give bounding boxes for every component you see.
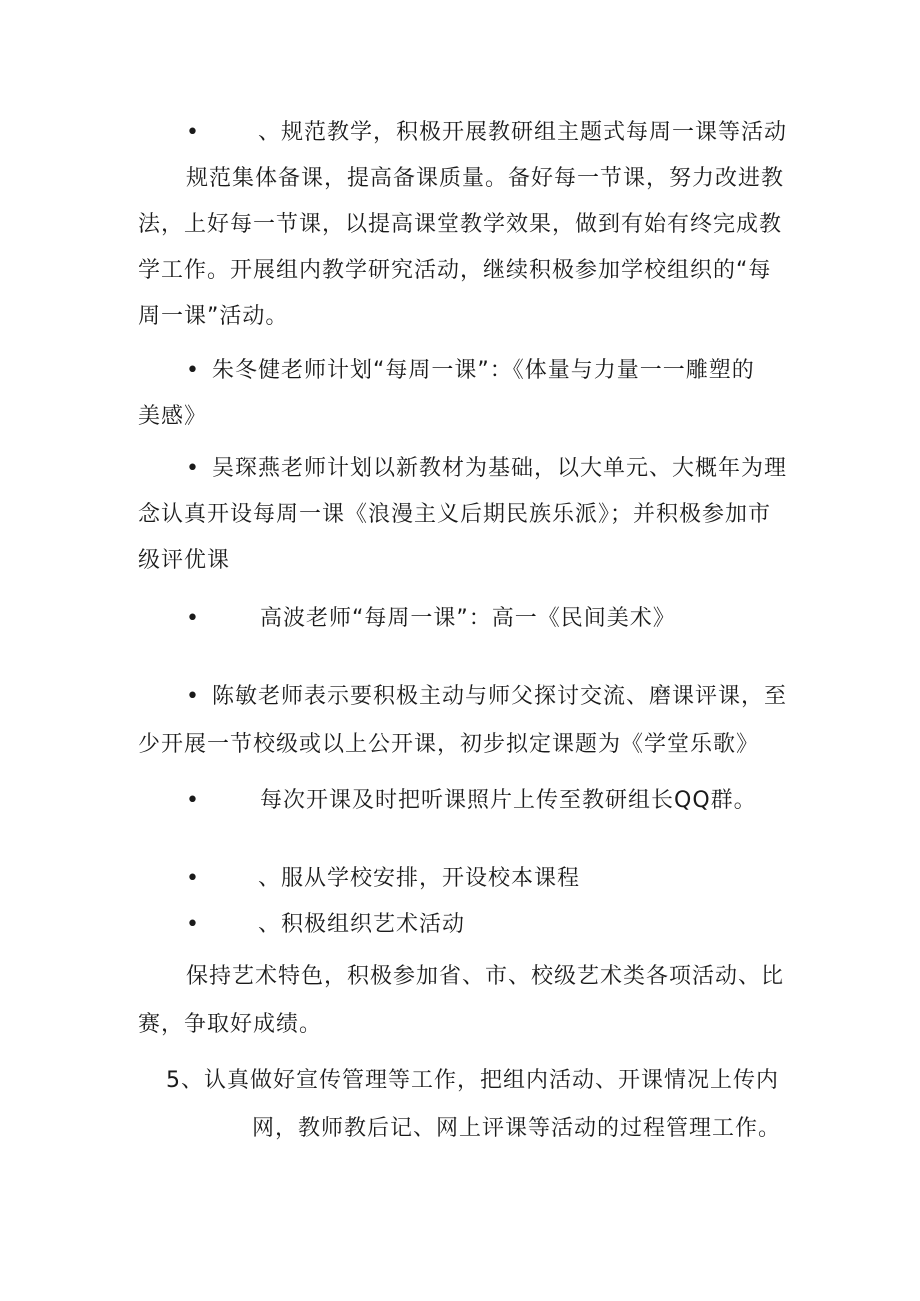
plan-chen-line-1: 陈敏老师表示要积极主动与师父探讨交流、磨课评课，至 [212,684,788,709]
bullet: • [186,606,199,631]
plan-chen-line-2: 少开展一节校级或以上公开课，初步拟定课题为《学堂乐歌》 [138,732,760,757]
section3-para-line-1: 保持艺术特色，积极参加省、市、校级艺术类各项活动、比 [186,964,785,989]
plan-wu-line-3: 级评优课 [138,548,231,573]
plan-upload: 每次开课及时把听课照片上传至教研组长QQ群。 [260,788,757,813]
bullet: • [186,788,199,813]
bullet: • [186,120,199,145]
plan-gao: 高波老师“每周一课”：高一《民间美术》 [260,606,676,631]
plan-zhu-line-2: 美感》 [138,404,208,429]
section5-line-1: 5、认真做好宣传管理等工作，把组内活动、开课情况上传内 [166,1068,779,1093]
section1-heading: 、规范教学，积极开展教研组主题式每周一课等活动 [258,120,788,145]
section1-para-line-4: 周一课”活动。 [138,304,289,329]
plan-wu-line-1: 吴琛燕老师计划以新教材为基础，以大单元、大概年为理 [212,456,788,481]
section3-para-line-2: 赛，争取好成绩。 [138,1012,323,1037]
section2-heading: 、服从学校安排，开设校本课程 [258,866,581,891]
bullet: • [186,684,199,709]
section1-para-line-3: 学工作。开展组内教学研究活动，继续积极参加学校组织的“每 [138,258,772,283]
bullet: • [186,866,199,891]
section1-para-line-2: 法，上好每一节课，以提高课堂教学效果，做到有始有终完成教 [138,212,783,237]
bullet: • [186,358,199,383]
section3-heading: 、积极组织艺术活动 [258,912,466,937]
section5-line-2: 网，教师教后记、网上评课等活动的过程管理工作。 [252,1116,782,1141]
section1-para-line-1: 规范集体备课，提高备课质量。备好每一节课，努力改进教 [186,166,785,191]
bullet: • [186,912,199,937]
plan-wu-line-2: 念认真开设每周一课《浪漫主义后期民族乐派》；并积极参加市 [138,502,772,527]
plan-zhu-line-1: 朱冬健老师计划“每周一课”：《体量与力量一一雕塑的 [212,358,755,383]
bullet: • [186,456,199,481]
